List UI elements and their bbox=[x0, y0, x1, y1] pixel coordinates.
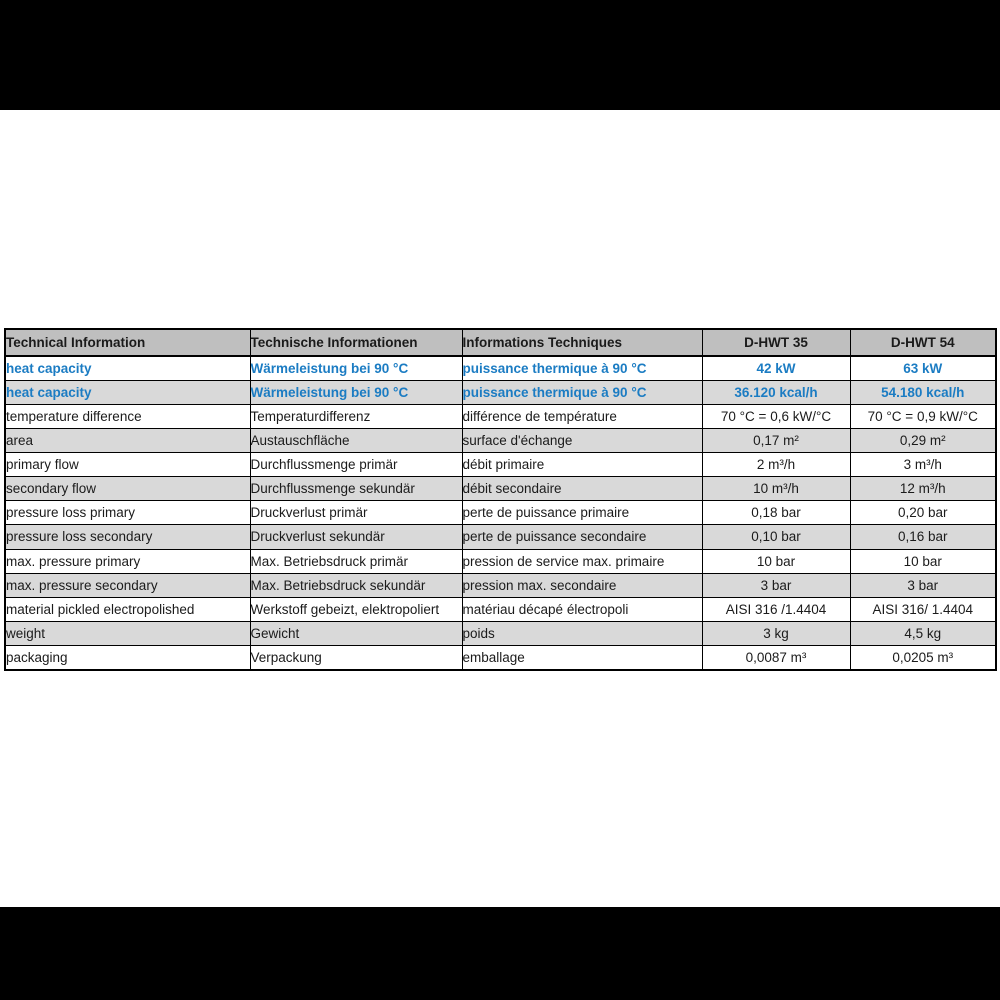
cell-d54: 12 m³/h bbox=[850, 477, 996, 501]
cell-en: max. pressure secondary bbox=[5, 573, 250, 597]
cell-de: Temperaturdifferenz bbox=[250, 405, 462, 429]
table-row-area bbox=[5, 429, 996, 453]
cell-fr: poids bbox=[462, 621, 702, 645]
cell-en: pressure loss primary bbox=[5, 501, 250, 525]
cell-fr: puissance thermique à 90 °C bbox=[462, 381, 702, 405]
cell-d54: 4,5 kg bbox=[850, 621, 996, 645]
cell-d35: 70 °C = 0,6 kW/°C bbox=[702, 405, 850, 429]
cell-en: heat capacity bbox=[5, 356, 250, 381]
cell-fr: perte de puissance secondaire bbox=[462, 525, 702, 549]
cell-en: max. pressure primary bbox=[5, 549, 250, 573]
table-row-pressure-loss-primary bbox=[5, 501, 996, 525]
cell-d54: 63 kW bbox=[850, 356, 996, 381]
cell-d54: 0,0205 m³ bbox=[850, 645, 996, 670]
table-row-heat-capacity-kw bbox=[5, 356, 996, 381]
table-row-weight bbox=[5, 621, 996, 645]
cell-d54: 10 bar bbox=[850, 549, 996, 573]
cell-de: Max. Betriebsdruck sekundär bbox=[250, 573, 462, 597]
cell-d35: 0,0087 m³ bbox=[702, 645, 850, 670]
header-informations-techniques: Informations Techniques bbox=[462, 329, 702, 356]
table-row-temperature-difference bbox=[5, 405, 996, 429]
header-d-hwt-35: D-HWT 35 bbox=[702, 329, 850, 356]
cell-en: heat capacity bbox=[5, 381, 250, 405]
cell-de: Wärmeleistung bei 90 °C bbox=[250, 356, 462, 381]
cell-fr: débit primaire bbox=[462, 453, 702, 477]
cell-fr: pression max. secondaire bbox=[462, 573, 702, 597]
cell-fr: puissance thermique à 90 °C bbox=[462, 356, 702, 381]
cell-en: primary flow bbox=[5, 453, 250, 477]
cell-en: secondary flow bbox=[5, 477, 250, 501]
cell-d54: 54.180 kcal/h bbox=[850, 381, 996, 405]
cell-d35: AISI 316 /1.4404 bbox=[702, 597, 850, 621]
cell-d54: AISI 316/ 1.4404 bbox=[850, 597, 996, 621]
cell-de: Max. Betriebsdruck primär bbox=[250, 549, 462, 573]
table-row-max-pressure-secondary bbox=[5, 573, 996, 597]
cell-d35: 42 kW bbox=[702, 356, 850, 381]
header-d-hwt-54: D-HWT 54 bbox=[850, 329, 996, 356]
header-row bbox=[5, 329, 996, 356]
cell-fr: perte de puissance primaire bbox=[462, 501, 702, 525]
cell-de: Wärmeleistung bei 90 °C bbox=[250, 381, 462, 405]
cell-fr: emballage bbox=[462, 645, 702, 670]
cell-en: packaging bbox=[5, 645, 250, 670]
cell-de: Druckverlust primär bbox=[250, 501, 462, 525]
cell-d54: 3 m³/h bbox=[850, 453, 996, 477]
cell-en: material pickled electropolished bbox=[5, 597, 250, 621]
cell-fr: pression de service max. primaire bbox=[462, 549, 702, 573]
cell-d35: 10 m³/h bbox=[702, 477, 850, 501]
table-row-heat-capacity-kcal bbox=[5, 381, 996, 405]
header-technical-information: Technical Information bbox=[5, 329, 250, 356]
cell-d54: 0,16 bar bbox=[850, 525, 996, 549]
cell-fr: surface d'échange bbox=[462, 429, 702, 453]
cell-de: Austauschfläche bbox=[250, 429, 462, 453]
cell-de: Verpackung bbox=[250, 645, 462, 670]
cell-d35: 36.120 kcal/h bbox=[702, 381, 850, 405]
cell-de: Durchflussmenge sekundär bbox=[250, 477, 462, 501]
cell-d35: 10 bar bbox=[702, 549, 850, 573]
cell-de: Druckverlust sekundär bbox=[250, 525, 462, 549]
cell-fr: débit secondaire bbox=[462, 477, 702, 501]
cell-fr: matériau décapé électropoli bbox=[462, 597, 702, 621]
table-row-packaging bbox=[5, 645, 996, 670]
table-row-primary-flow bbox=[5, 453, 996, 477]
cell-d35: 0,10 bar bbox=[702, 525, 850, 549]
cell-d35: 3 bar bbox=[702, 573, 850, 597]
cell-fr: différence de température bbox=[462, 405, 702, 429]
technical-information-table bbox=[4, 328, 997, 671]
cell-en: temperature difference bbox=[5, 405, 250, 429]
cell-en: weight bbox=[5, 621, 250, 645]
bottom-black-band bbox=[0, 907, 1000, 1000]
cell-de: Durchflussmenge primär bbox=[250, 453, 462, 477]
table-row-secondary-flow bbox=[5, 477, 996, 501]
technical-information-table-wrap bbox=[4, 328, 996, 672]
cell-d54: 70 °C = 0,9 kW/°C bbox=[850, 405, 996, 429]
cell-en: pressure loss secondary bbox=[5, 525, 250, 549]
table-row-material bbox=[5, 597, 996, 621]
cell-d54: 3 bar bbox=[850, 573, 996, 597]
cell-de: Werkstoff gebeizt, elektropoliert bbox=[250, 597, 462, 621]
cell-d35: 0,18 bar bbox=[702, 501, 850, 525]
cell-d35: 3 kg bbox=[702, 621, 850, 645]
table-row-max-pressure-primary bbox=[5, 549, 996, 573]
cell-d54: 0,29 m² bbox=[850, 429, 996, 453]
header-technische-informationen: Technische Informationen bbox=[250, 329, 462, 356]
top-black-band bbox=[0, 0, 1000, 110]
table-row-pressure-loss-secondary bbox=[5, 525, 996, 549]
cell-d35: 2 m³/h bbox=[702, 453, 850, 477]
cell-de: Gewicht bbox=[250, 621, 462, 645]
cell-d35: 0,17 m² bbox=[702, 429, 850, 453]
cell-en: area bbox=[5, 429, 250, 453]
cell-d54: 0,20 bar bbox=[850, 501, 996, 525]
